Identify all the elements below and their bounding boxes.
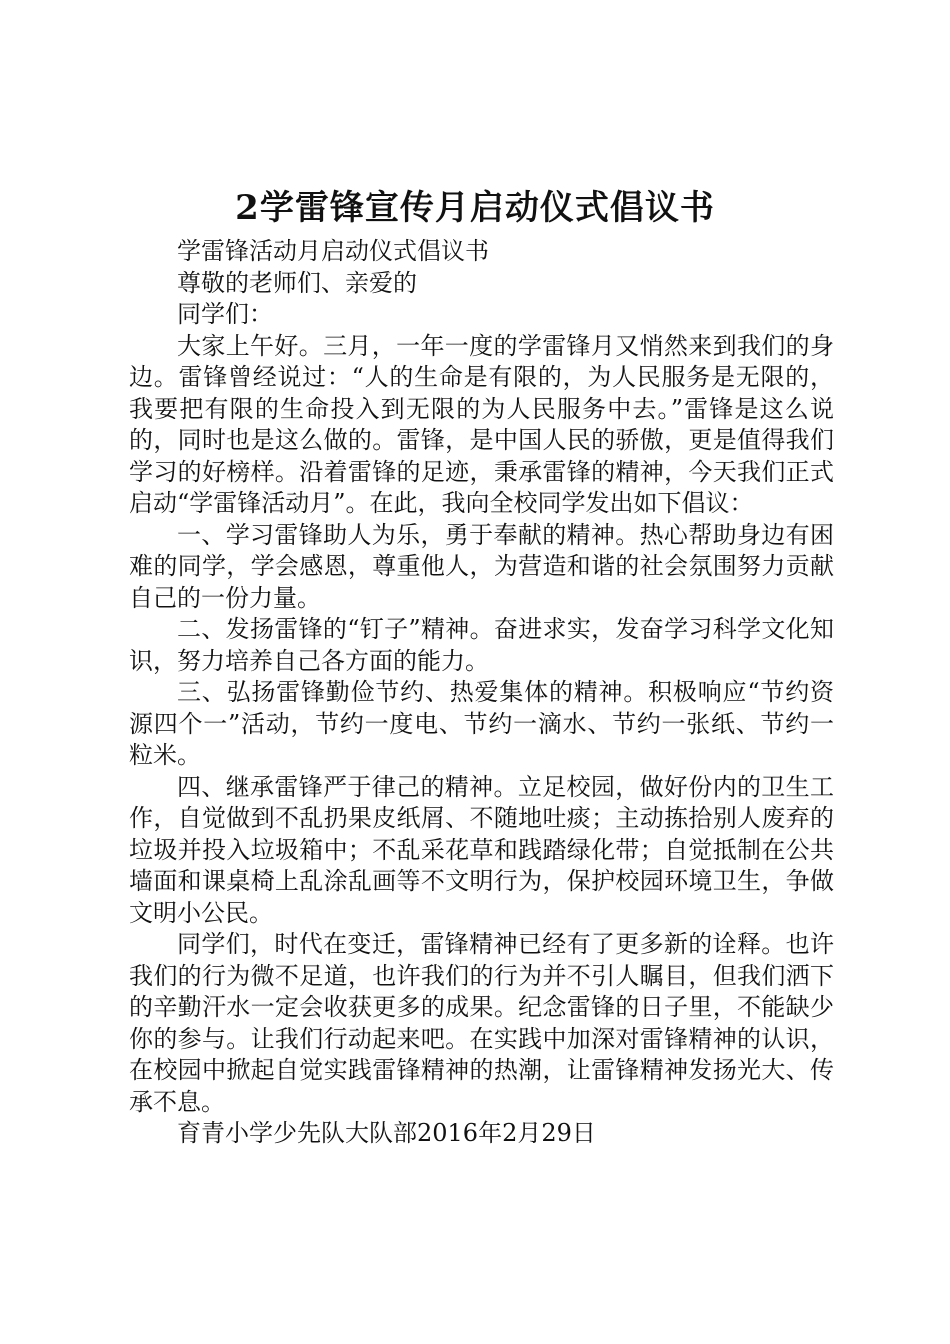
closing-paragraph: 同学们，时代在变迁，雷锋精神已经有了更多新的诠释。也许我们的行为微不足道，也许我们的行为并不引人瞩目，但我们洒下的辛勤汗水一定会收获更多的成果。纪念雷锋的日子里，不能缺少你的参与。让我们行动起来吧。在实践中加深对雷锋精神的认识，在校园中掀起自觉实践雷锋精神的热潮，让雷锋精神发扬光大、传承不息。: [129, 930, 834, 1116]
salutation-line: 尊敬的老师们、亲爱的: [177, 268, 417, 297]
document-body: [129, 236, 834, 1150]
intro-paragraph: 大家上午好。三月，一年一度的学雷锋月又悄然来到我们的身边。雷锋曾经说过：“人的生命是有限的，为人民服务是无限的，我要把有限的生命投入到无限的为人民服务中去。”雷锋是这么说的，同时也是这么做的。雷锋，是中国人民的骄傲，更是值得我们学习的好榜样。沿着雷锋的足迹，秉承雷锋的精神，今天我们正式启动“学雷锋活动月”。在此，我向全校同学发出如下倡议：: [129, 331, 834, 517]
document-title: 2学雷锋宣传月启动仪式倡议书: [235, 188, 715, 228]
proposal-item-2: 二、发扬雷锋的“钉子”精神。奋进求实，发奋学习科学文化知识，努力培养自己各方面的能力。: [129, 615, 834, 675]
subtitle-line: 学雷锋活动月启动仪式倡议书: [177, 237, 489, 265]
signature-line: 育青小学少先队大队部2016年2月29日: [177, 1119, 596, 1147]
proposal-item-3: 三、弘扬雷锋勤俭节约、热爱集体的精神。积极响应“节约资源四个一”活动，节约一度电、节约一滴水、节约一张纸、节约一粒米。: [129, 678, 834, 769]
salutation-line-continued: 同学们：: [177, 300, 273, 328]
proposal-item-4: 四、继承雷锋严于律己的精神。立足校园，做好份内的卫生工作，自觉做到不乱扔果皮纸屑、不随地吐痰；主动拣拾别人废弃的垃圾并投入垃圾箱中；不乱采花草和践踏绿化带；自觉抵制在公共墙面和课桌椅上乱涂乱画等不文明行为，保护校园环境卫生，争做文明小公民。: [129, 772, 834, 927]
proposal-item-1: 一、学习雷锋助人为乐，勇于奉献的精神。热心帮助身边有困难的同学，学会感恩，尊重他人，为营造和谐的社会氛围努力贡献自己的一份力量。: [129, 520, 834, 612]
